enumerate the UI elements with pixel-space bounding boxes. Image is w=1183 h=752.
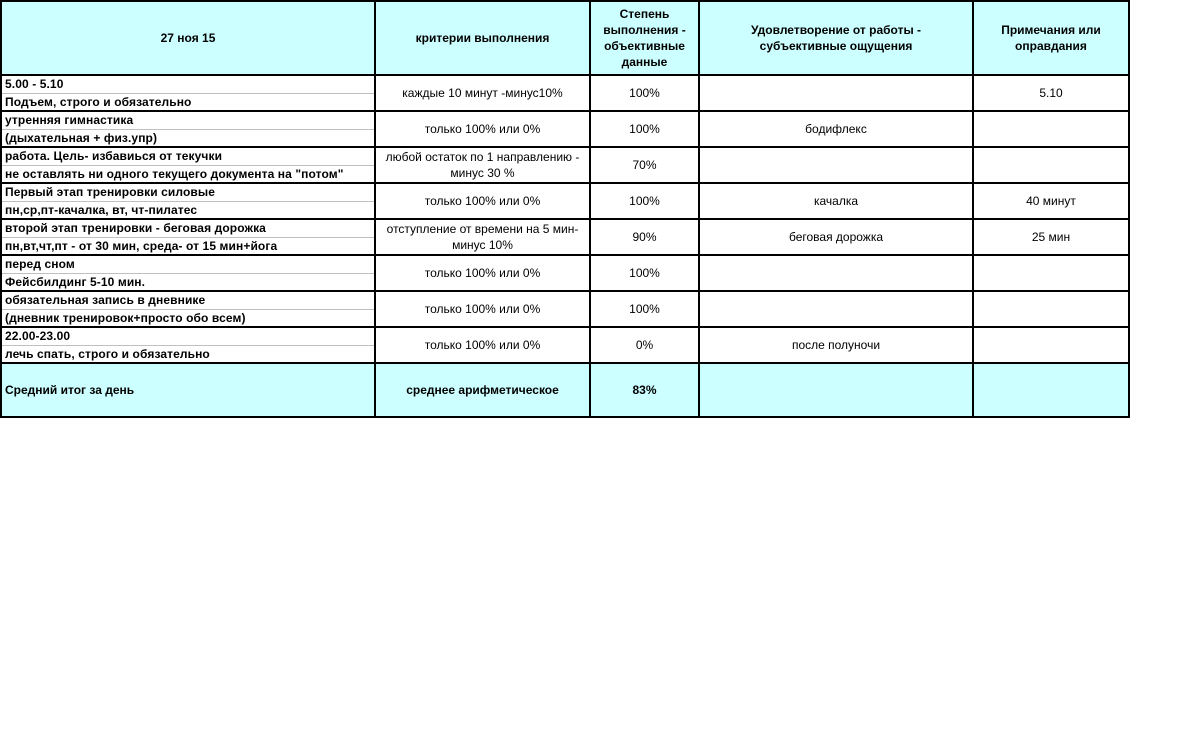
task-title: Первый этап тренировки силовые <box>2 184 374 202</box>
satisfaction-cell[interactable]: качалка <box>700 184 974 218</box>
criteria-cell[interactable]: отступление от времени на 5 мин- минус 10% <box>376 220 591 254</box>
criteria-cell[interactable]: только 100% или 0% <box>376 292 591 326</box>
criteria-cell[interactable]: любой остаток по 1 направлению - минус 30 % <box>376 148 591 182</box>
header-degree[interactable]: Степень выполнения - объективные данные <box>591 2 700 74</box>
task-cell[interactable] <box>2 328 376 362</box>
degree-cell[interactable]: 100% <box>591 112 700 146</box>
notes-cell[interactable]: 25 мин <box>1031 230 1071 244</box>
criteria-cell[interactable]: только 100% или 0% <box>376 256 591 290</box>
total-notes-cell[interactable] <box>974 364 1128 416</box>
notes-cell[interactable] <box>974 256 1128 290</box>
header-date[interactable]: 27 ноя 15 <box>2 2 376 74</box>
task-description: (дыхательная + физ.упр) <box>5 131 158 145</box>
header-notes[interactable]: Примечания или оправдания <box>1001 23 1101 53</box>
notes-cell[interactable]: 5.10 <box>1039 86 1063 100</box>
table-row <box>0 112 1130 148</box>
table-row <box>0 148 1130 184</box>
task-cell[interactable] <box>2 112 376 146</box>
criteria-cell[interactable]: только 100% или 0% <box>376 112 591 146</box>
table-row <box>0 220 1130 256</box>
task-description: пн,вт,чт,пт - от 30 мин, среда- от 15 мин+йога <box>5 239 278 253</box>
total-label-cell[interactable]: Средний итог за день <box>2 364 376 416</box>
satisfaction-cell[interactable] <box>700 256 974 290</box>
total-row <box>0 364 1130 418</box>
notes-cell[interactable]: 40 минут <box>1026 194 1076 208</box>
task-description: не оставлять ни одного текущего документа на "потом" <box>5 167 344 181</box>
satisfaction-cell[interactable]: после полуночи <box>700 328 974 362</box>
task-cell[interactable] <box>2 76 376 110</box>
degree-cell[interactable]: 0% <box>591 328 700 362</box>
task-cell[interactable] <box>2 220 376 254</box>
task-time: 5.00 - 5.10 <box>2 76 374 94</box>
task-title: работа. Цель- избавиься от текучки <box>2 148 374 166</box>
total-criteria-cell[interactable]: среднее арифметическое <box>376 364 591 416</box>
criteria-cell[interactable]: только 100% или 0% <box>376 328 591 362</box>
degree-cell[interactable]: 100% <box>591 292 700 326</box>
total-satisfaction-cell[interactable] <box>700 364 974 416</box>
task-description: Фейсбилдинг 5-10 мин. <box>5 275 146 289</box>
satisfaction-cell[interactable]: беговая дорожка <box>700 220 974 254</box>
task-cell[interactable] <box>2 256 376 290</box>
task-description: лечь спать, строго и обязательно <box>5 347 210 361</box>
satisfaction-cell[interactable]: бодифлекс <box>700 112 974 146</box>
degree-cell[interactable]: 100% <box>591 76 700 110</box>
table-row <box>0 256 1130 292</box>
header-satisfaction[interactable]: Удовлетворение от работы - субъективные ощущения <box>700 2 974 74</box>
task-description: пн,ср,пт-качалка, вт, чт-пилатес <box>5 203 198 217</box>
header-row <box>0 0 1130 76</box>
table-row <box>0 184 1130 220</box>
table-row <box>0 328 1130 364</box>
satisfaction-cell[interactable] <box>700 292 974 326</box>
header-criteria[interactable]: критерии выполнения <box>376 2 591 74</box>
satisfaction-cell[interactable] <box>700 148 974 182</box>
degree-cell[interactable]: 100% <box>591 184 700 218</box>
table-row <box>0 76 1130 112</box>
task-description: Подъем, строго и обязательно <box>5 95 192 109</box>
task-title: перед сном <box>2 256 374 274</box>
table-row <box>0 292 1130 328</box>
notes-cell[interactable] <box>974 328 1128 362</box>
task-time: 22.00-23.00 <box>2 328 374 346</box>
criteria-cell[interactable]: каждые 10 минут -минус10% <box>376 76 591 110</box>
total-degree-cell[interactable]: 83% <box>591 364 700 416</box>
task-cell[interactable] <box>2 292 376 326</box>
task-title: второй этап тренировки - беговая дорожка <box>2 220 374 238</box>
degree-cell[interactable]: 100% <box>591 256 700 290</box>
task-title: утренняя гимнастика <box>2 112 374 130</box>
task-description: (дневник тренировок+просто обо всем) <box>5 311 246 325</box>
criteria-cell[interactable]: только 100% или 0% <box>376 184 591 218</box>
satisfaction-cell[interactable] <box>700 76 974 110</box>
notes-cell[interactable] <box>974 112 1128 146</box>
task-title: обязательная запись в дневнике <box>2 292 374 310</box>
notes-cell[interactable] <box>974 148 1128 182</box>
notes-cell[interactable] <box>974 292 1128 326</box>
task-cell[interactable] <box>2 184 376 218</box>
task-cell[interactable] <box>2 148 376 182</box>
degree-cell[interactable]: 90% <box>591 220 700 254</box>
degree-cell[interactable]: 70% <box>591 148 700 182</box>
